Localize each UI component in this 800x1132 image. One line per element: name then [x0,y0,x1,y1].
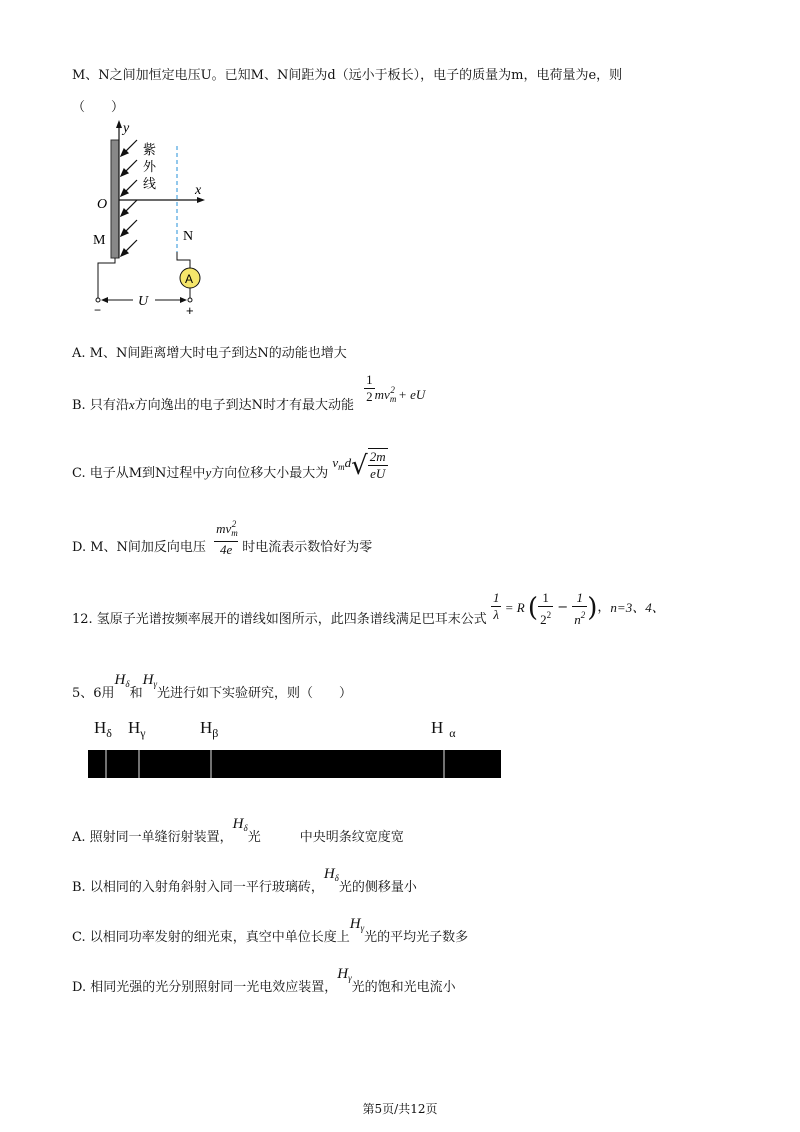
plate-m-label: M [93,233,106,248]
spectrum-label-h-beta: $H_\beta$ [200,718,219,740]
u-arrowhead-left [101,297,108,303]
balmer-lhs: $\frac{1}{\lambda}$ [492,590,500,622]
wire-left [98,258,115,298]
spectrum-label-h-gamma: $H_\gamma$ [128,718,146,740]
q12-a-h-delta: $H_\delta$ [232,816,248,833]
q12-intro: 12. 氢原子光谱按频率展开的谱线如图所示，此四条谱线满足巴耳末公式 [72,612,487,627]
plate-m [111,140,119,258]
q12-line2 [72,672,352,701]
ammeter-label: A [185,272,194,286]
spectrum-label-h-delta: $H_\delta$ [94,718,112,740]
minus-label: − [94,303,102,317]
uv-arrows [121,140,137,256]
option-c-suffix: 方向位移大小最大为 [211,466,329,481]
q12-line2-mid: 和 [129,686,143,701]
origin-label: O [97,197,108,212]
balmer-equals: = R [501,600,528,615]
q12-a-prefix: A. 照射同一单缝衍射装置， [72,830,233,845]
q11-answer-paren: （ ） [72,100,125,115]
h-gamma-symbol: $H_\gamma$ [142,672,157,689]
balmer-frac-1: $\frac{1}{2^2}$ [540,590,552,627]
paren-close: ) [587,593,598,623]
plate-n-label: N [183,229,194,244]
option-b-var: x [128,397,135,412]
reverse-voltage-fraction: $\frac{mv_m^2}{4e}$ [214,516,238,558]
sqrt-fraction: $\frac{2m}{eU}$ [369,449,386,481]
balmer-minus: − [553,600,573,615]
y-axis-arrow [116,120,122,128]
q12-c-suffix: 光的平均光子数多 [364,930,469,945]
q12-d-h-gamma: $H_\gamma$ [337,966,352,983]
paren-open: ( [527,593,539,623]
terminal-plus [188,298,192,302]
n-values: n=3、4、 [610,600,665,615]
q12-option-a [72,816,404,845]
option-c-var: y [205,465,212,480]
q12-line1 [72,590,665,628]
q11-option-d [72,516,372,558]
q12-b-suffix: 光的侧移量小 [338,880,417,895]
spectrum-background [88,750,501,778]
uv-label-2: 外 [143,160,157,175]
uv-label-3: 线 [143,177,157,192]
y-axis-label: y [123,121,130,136]
option-d-suffix: 时电流表示数恰好为零 [242,540,373,555]
q12-line2-prefix: 5、6用 [72,686,115,701]
h-delta-symbol: $H_\delta$ [114,672,130,689]
uv-label-1: 紫 [143,143,157,158]
wire-right [177,252,190,268]
comma: ， [597,600,611,615]
plus-label: + [186,303,194,318]
displacement-expr: $v_md$ [332,455,352,472]
page-number: 第5页/共12页 [362,1102,438,1116]
q11-option-a: A. M、N间距离增大时电子到达N的动能也增大 [72,346,347,361]
q12-option-c [72,916,468,945]
option-d-prefix: D. M、N间加反向电压 [72,540,206,555]
spectrum-bar [88,750,501,778]
option-b-suffix: 方向逸出的电子到达N时才有最大动能 [134,398,354,413]
q12-a-suffix: 光 中央明条纹宽度宽 [247,830,404,845]
q11-option-c [72,448,388,484]
sqrt-sign: √ [351,451,368,481]
q12-option-b [72,866,417,895]
q12-d-suffix: 光的饱和光电流小 [351,980,456,995]
spectrum-label-h-alpha: H $_\alpha$ [431,718,456,740]
q11-circuit-figure [85,118,225,318]
terminal-minus [96,298,100,302]
x-axis-label: x [195,183,202,198]
voltage-label: U [138,294,149,309]
kinetic-energy-fraction: $\frac{1}{2}$ [366,372,373,404]
q12-d-prefix: D. 相同光强的光分别照射同一光电效应装置， [72,980,338,995]
q12-c-h-gamma: $H_\gamma$ [349,916,365,933]
balmer-frac-2: $\frac{1}{n^2}$ [574,590,586,627]
q11-option-b [72,372,425,417]
q12-c-prefix: C. 以相同功率发射的细光束，真空中单位长度上 [72,930,350,945]
q12-b-h-delta: $H_\delta$ [323,866,339,883]
kinetic-energy-expr: $mv_m^2$ + eU [374,385,426,404]
option-c-prefix: C. 电子从M到N过程中 [72,466,206,481]
q11-intro: M、N之间加恒定电压U。已知M、N间距为d（远小于板长），电子的质量为m，电荷量为e，则 [72,68,623,83]
q12-b-prefix: B. 以相同的入射角斜射入同一平行玻璃砖， [72,880,324,895]
option-b-prefix: B. 只有沿 [72,398,129,413]
q12-line2-suffix: 光进行如下实验研究，则（ ） [156,686,352,701]
q12-option-d [72,966,456,995]
